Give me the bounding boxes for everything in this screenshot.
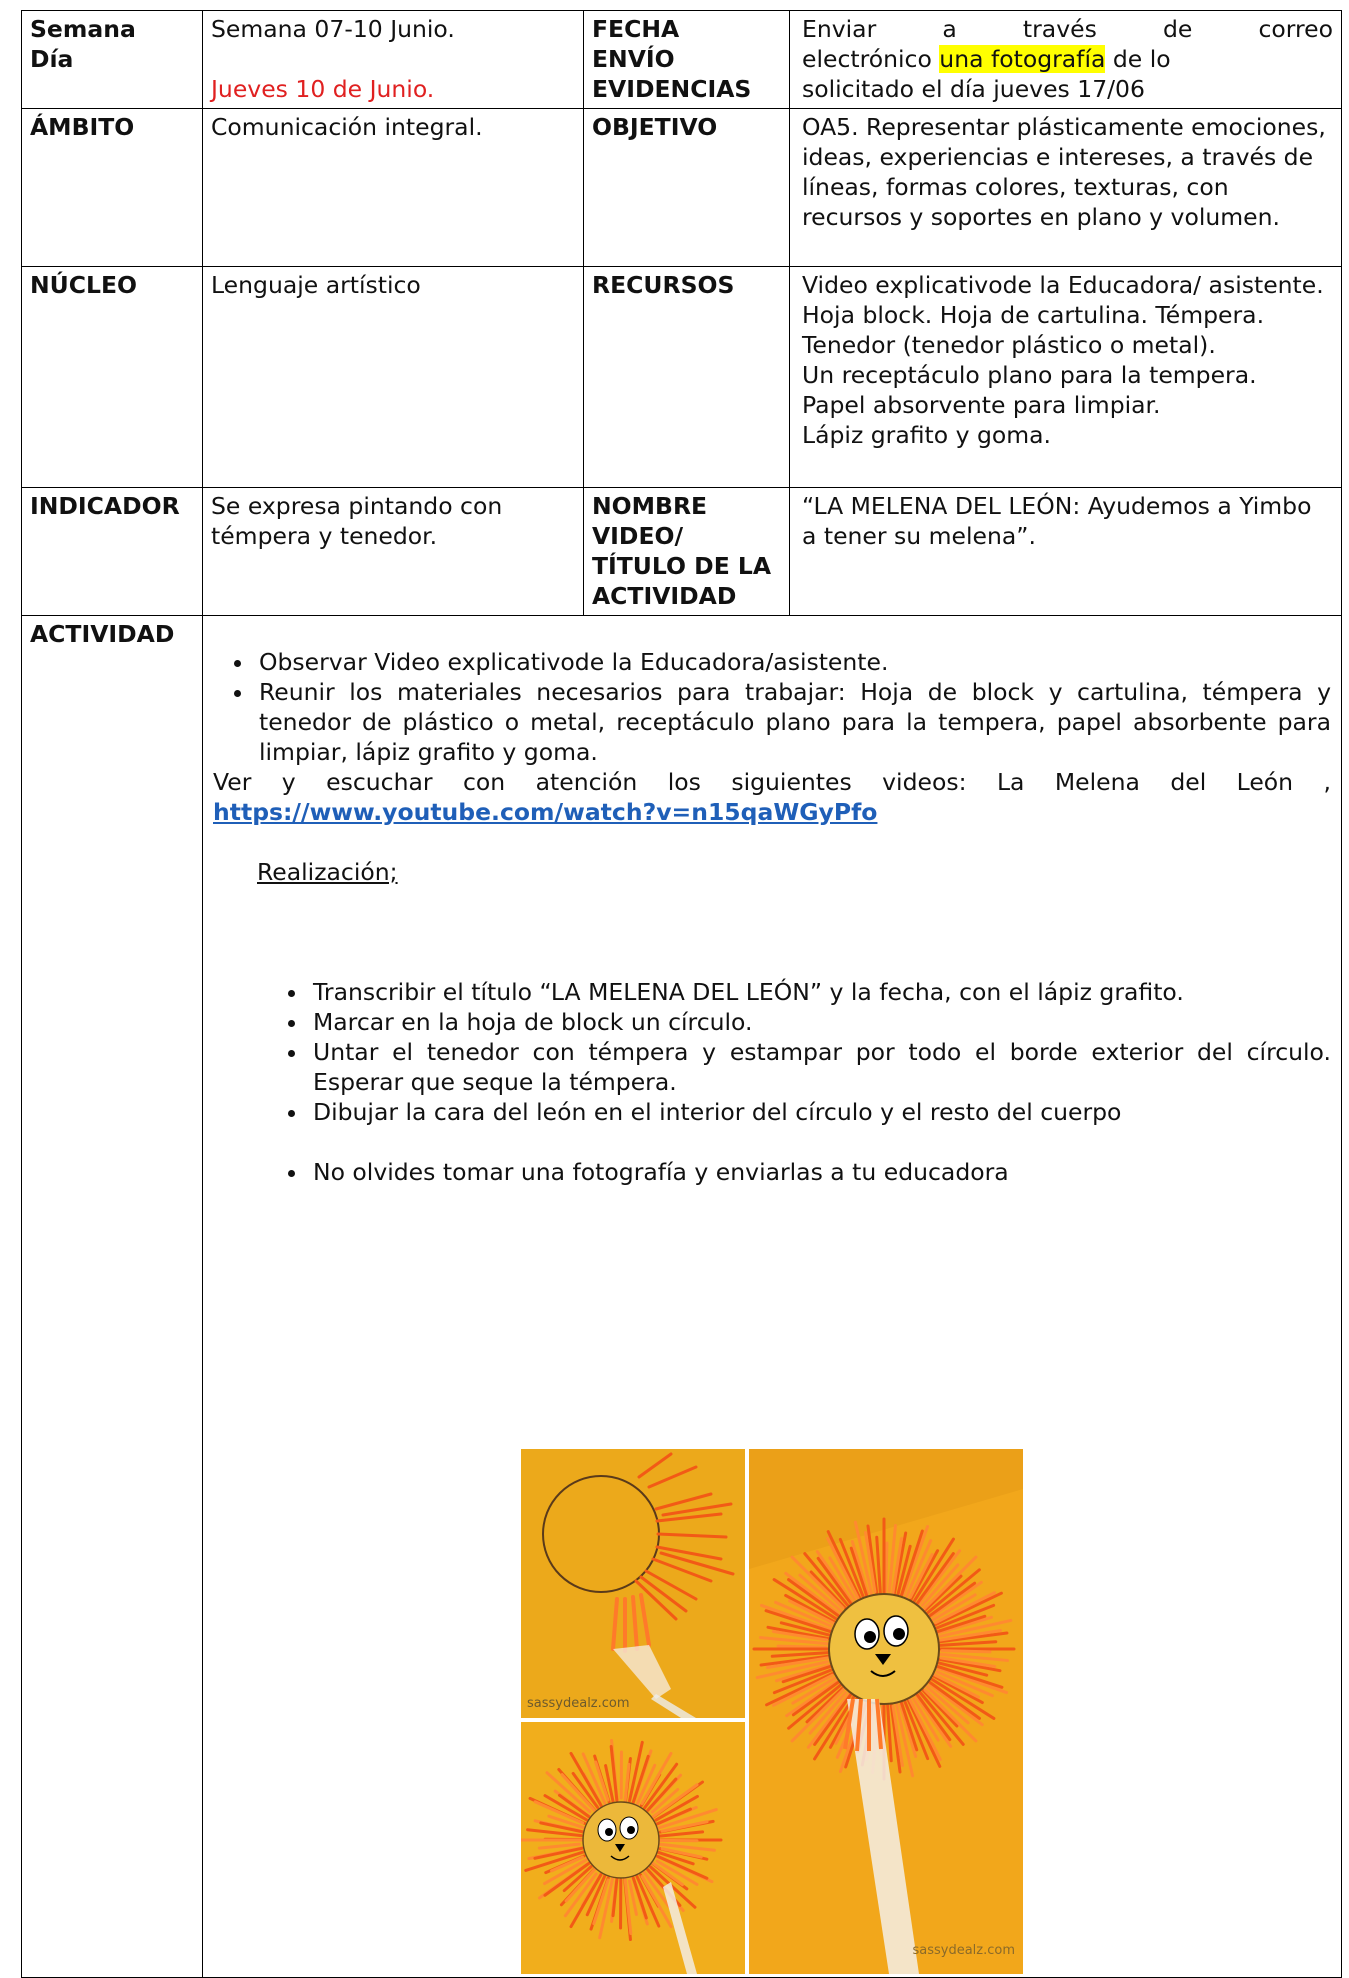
semana-value: Semana 07-10 Junio. — [211, 14, 575, 44]
nucleo-label: NÚCLEO — [30, 270, 194, 300]
ambito-value-cell — [203, 109, 584, 267]
nucleo-label-cell — [22, 267, 203, 488]
actividad-list-2 — [213, 977, 1331, 1127]
nombre-label-3: TÍTULO DE LA — [592, 551, 781, 581]
row-nucleo — [22, 267, 1342, 488]
actividad-label-cell — [22, 616, 203, 1978]
actividad-list-3 — [213, 1157, 1331, 1187]
recurso-item: Hoja block. Hoja de cartulina. Témpera. — [802, 300, 1333, 330]
indicador-value: Se expresa pintando con témpera y tenedor. — [211, 491, 575, 551]
list-item: • Transcribir el título “LA MELENA DEL LEÓN” y la fecha, con el lápiz grafito. — [309, 977, 1331, 1007]
ambito-label: ÁMBITO — [30, 112, 194, 142]
recursos-cell — [790, 267, 1342, 488]
actividad-content-cell — [203, 616, 1342, 1978]
watermark-text: sassydealz.com — [527, 1689, 630, 1718]
envio-text-2 — [802, 44, 1333, 74]
recurso-item: Papel absorvente para limpiar. — [802, 390, 1333, 420]
envio-text-post: de lo — [1105, 45, 1170, 73]
list-item: • Untar el tenedor con témpera y estampar por todo el borde exterior del círculo. Esperar que seque la témpera. — [309, 1037, 1331, 1097]
fecha-label-2: ENVÍO — [592, 44, 781, 74]
nombre-label-2: VIDEO/ — [592, 521, 781, 551]
dia-value: Jueves 10 de Junio. — [211, 74, 575, 104]
recursos-label-cell — [584, 267, 790, 488]
indicador-value-cell — [203, 488, 584, 616]
list-item: • Dibujar la cara del león en el interior del círculo y el resto del cuerpo — [309, 1097, 1331, 1127]
objetivo-value-cell — [790, 109, 1342, 267]
nombre-label-4: ACTIVIDAD — [592, 581, 781, 611]
objetivo-label: OBJETIVO — [592, 112, 781, 142]
row-indicador — [22, 488, 1342, 616]
indicador-label-cell — [22, 488, 203, 616]
nombre-value: “LA MELENA DEL LEÓN: Ayudemos a Yimbo a tener su melena”. — [802, 491, 1333, 551]
list-item: • Reunir los materiales necesarios para trabajar: Hoja de block y cartulina, témpera y tenedor de plástico o metal, receptáculo plano para la tempera, papel absorbente para limpiar, lápiz grafito y goma. — [255, 677, 1331, 767]
nucleo-value: Lenguaje artístico — [211, 270, 575, 300]
list-item: • Observar Video explicativode la Educadora/asistente. — [255, 647, 1331, 677]
recurso-item: Un receptáculo plano para la tempera. — [802, 360, 1333, 390]
list-item: • No olvides tomar una fotografía y enviarlas a tu educadora — [309, 1157, 1331, 1187]
recurso-item: Tenedor (tenedor plástico o metal). — [802, 330, 1333, 360]
youtube-link[interactable]: https://www.youtube.com/watch?v=n15qaWGyPfo — [213, 798, 877, 826]
nucleo-value-cell — [203, 267, 584, 488]
nombre-label-cell — [584, 488, 790, 616]
watermark-text: sassydealz.com — [912, 1936, 1015, 1966]
nombre-value-cell — [790, 488, 1342, 616]
semana-label-cell — [22, 11, 203, 109]
dia-label: Día — [30, 44, 194, 74]
fecha-label-1: FECHA — [592, 14, 781, 44]
ver-text: Ver y escuchar con atención los siguientes videos: La Melena del León , — [213, 767, 1331, 797]
lesson-plan-table — [21, 10, 1342, 1978]
recurso-item: Lápiz grafito y goma. — [802, 420, 1333, 450]
row-ambito — [22, 109, 1342, 267]
photo-circle-with-fork — [521, 1449, 745, 1718]
envio-cell — [790, 11, 1342, 109]
row-semana — [22, 11, 1342, 109]
photo-lion-small — [521, 1722, 745, 1974]
actividad-list-1 — [213, 647, 1331, 767]
ambito-value: Comunicación integral. — [211, 112, 575, 142]
row-actividad — [22, 616, 1342, 1978]
semana-value-cell — [203, 11, 584, 109]
actividad-label: ACTIVIDAD — [30, 619, 194, 649]
envio-text-3: solicitado el día jueves 17/06 — [802, 74, 1333, 104]
realizacion-heading: Realización; — [257, 858, 398, 886]
objetivo-label-cell — [584, 109, 790, 267]
nombre-label-1: NOMBRE — [592, 491, 781, 521]
recurso-item: Video explicativode la Educadora/ asistente. — [802, 270, 1333, 300]
lion-craft-photo-collage — [521, 1449, 1023, 1974]
recursos-label: RECURSOS — [592, 270, 781, 300]
list-item: • Marcar en la hoja de block un círculo. — [309, 1007, 1331, 1037]
objetivo-value: OA5. Representar plásticamente emociones, ideas, experiencias e intereses, a través de líneas, formas colores, texturas, con recursos y soportes en plano y volumen. — [802, 112, 1333, 232]
envio-text-pre: electrónico — [802, 45, 939, 73]
semana-label: Semana — [30, 14, 194, 44]
fecha-label-3: EVIDENCIAS — [592, 74, 781, 104]
ambito-label-cell — [22, 109, 203, 267]
lesson-plan-page — [21, 10, 1341, 1978]
fecha-label-cell — [584, 11, 790, 109]
photo-lion-large — [749, 1449, 1023, 1974]
envio-highlight: una fotografía — [939, 45, 1105, 73]
envio-text-1: Enviar a través de correo — [802, 14, 1333, 44]
indicador-label: INDICADOR — [30, 491, 194, 521]
